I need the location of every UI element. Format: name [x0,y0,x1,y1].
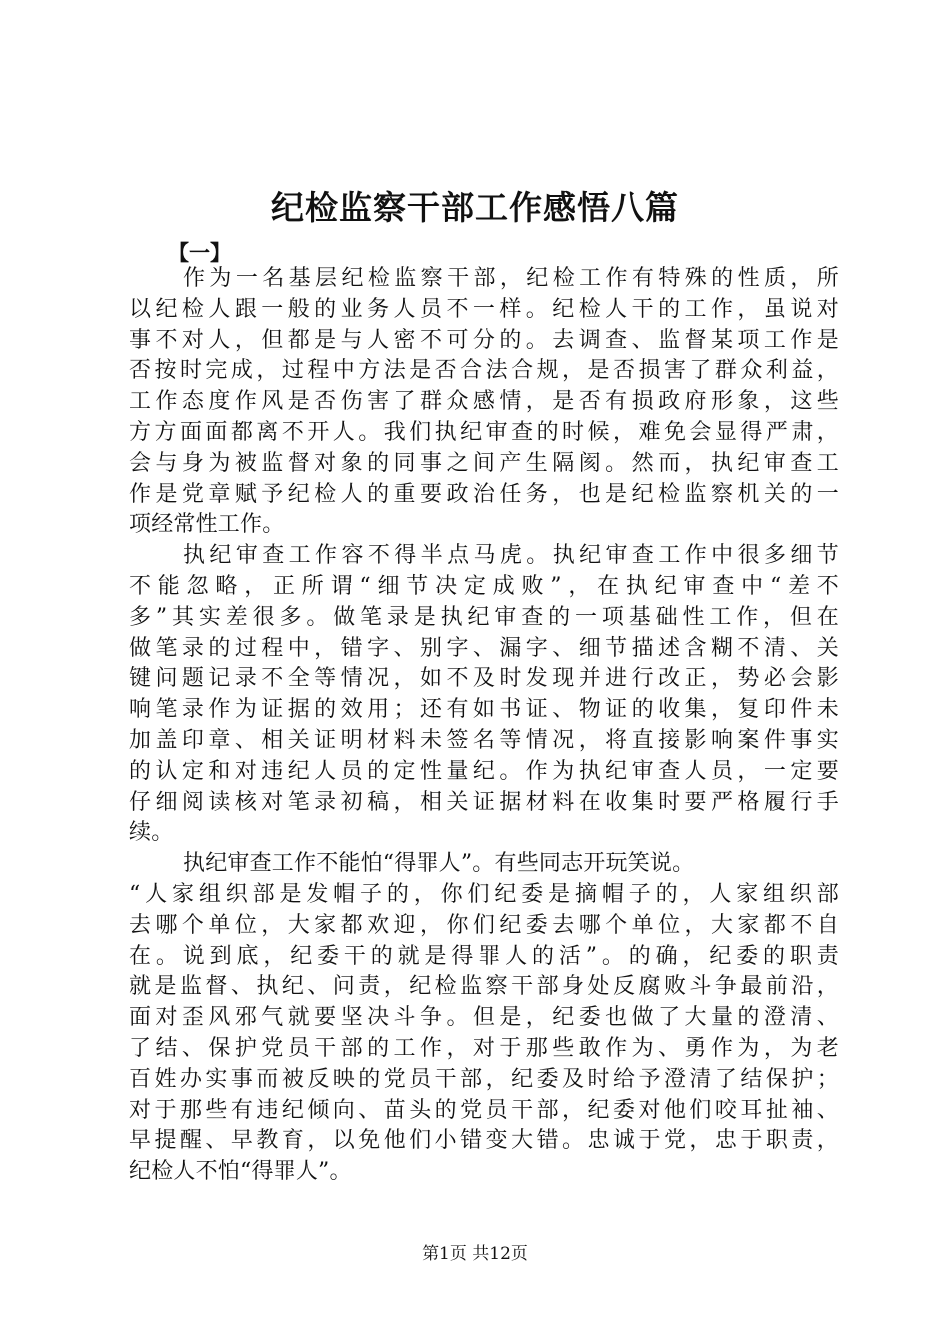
text-line: 响笔录作为证据的效用；还有如书证、物证的收集，复印件未 [129,697,839,723]
text-line: “人家组织部是发帽子的，你们纪委是摘帽子的，人家组织部 [129,881,839,907]
text-line: 纪检人不怕“得罪人”。 [129,1159,352,1185]
text-line: 仔细阅读核对笔录初稿，相关证据材料在收集时要严格履行手 [129,789,839,815]
text-line: 作是党章赋予纪检人的重要政治任务，也是纪检监察机关的一 [129,481,839,507]
text-line: 面对歪风邪气就要坚决斗争。但是，纪委也做了大量的澄清、 [129,1005,839,1031]
text-line: 不能忽略，正所谓“细节决定成败”，在执纪审查中“差不 [129,573,839,599]
text-line: 就是监督、执纪、问责，纪检监察干部身处反腐败斗争最前沿， [129,974,839,1000]
page-number: 第1页 共12页 [422,1244,528,1264]
text-line: 多”其实差很多。做笔录是执纪审查的一项基础性工作，但在 [129,604,839,630]
text-line: 在。说到底，纪委干的就是得罪人的活”。的确，纪委的职责 [129,943,839,969]
text-line: 去哪个单位，大家都欢迎，你们纪委去哪个单位，大家都不自 [129,912,839,938]
text-line: 执纪审查工作不能怕“得罪人”。有些同志开玩笑说。 [183,851,695,877]
text-line: 会与身为被监督对象的同事之间产生隔阂。然而，执纪审查工 [129,450,839,476]
text-line: 加盖印章、相关证明材料未签名等情况，将直接影响案件事实 [129,727,839,753]
text-line: 做笔录的过程中，错字、别字、漏字、细节描述含糊不清、关 [129,635,839,661]
text-line: 早提醒、早教育，以免他们小错变大错。忠诚于党，忠于职责， [129,1128,839,1154]
text-line: 了结、保护党员干部的工作，对于那些敢作为、勇作为，为老 [129,1035,839,1061]
text-line: 键问题记录不全等情况，如不及时发现并进行改正，势必会影 [129,666,839,692]
text-line: 百姓办实事而被反映的党员干部，纪委及时给予澄清了结保护； [129,1066,839,1092]
text-line: 对于那些有违纪倾向、苗头的党员干部，纪委对他们咬耳扯袖、 [129,1097,839,1123]
text-line: 事不对人，但都是与人密不可分的。去调查、监督某项工作是 [129,327,839,353]
text-line: 以纪检人跟一般的业务人员不一样。纪检人干的工作，虽说对 [129,296,839,322]
text-line: 否按时完成，过程中方法是否合法合规，是否损害了群众利益， [129,358,839,384]
text-line: 续。 [129,820,174,846]
text-line: 工作态度作风是否伤害了群众感情，是否有损政府形象，这些 [129,389,839,415]
text-line: 执纪审查工作容不得半点马虎。执纪审查工作中很多细节 [183,543,839,569]
document-title: 纪检监察干部工作感悟八篇 [271,188,679,227]
text-line: 的认定和对违纪人员的定性量纪。作为执纪审查人员，一定要 [129,758,839,784]
text-line: 项经常性工作。 [129,512,285,538]
section-heading: 【一】 [168,240,231,265]
text-line: 作为一名基层纪检监察干部，纪检工作有特殊的性质，所 [183,266,839,291]
body-text [129,264,839,1188]
text-line: 方方面面都离不开人。我们执纪审查的时候，难免会显得严肃， [129,419,839,445]
